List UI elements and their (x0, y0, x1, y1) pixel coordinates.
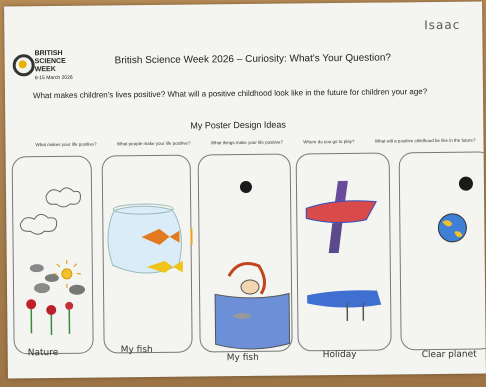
logo-line-2: SCIENCE (34, 57, 66, 66)
airplane-drawing (306, 181, 381, 322)
prompt-5: What will a positive childhood be like in the future? (374, 137, 476, 144)
crayon-drawings (4, 2, 486, 379)
fishtank-drawing (214, 181, 290, 350)
cloud-drawing (20, 188, 81, 235)
prompt-2: What people make your life positive? (116, 140, 191, 147)
worksheet-paper (4, 2, 486, 379)
poster-subtitle: My Poster Design Ideas (190, 119, 286, 131)
caption-holiday: Holiday (322, 349, 357, 361)
caption-my-fish-2: My fish (226, 352, 259, 364)
caption-my-fish-1: My fish (120, 344, 153, 356)
logo-line-3: WEEK (34, 65, 56, 74)
worksheet-title: British Science Week 2026 – Curiosity: What's Your Question? (114, 52, 391, 67)
prompt-1: What makes your life positive? (35, 141, 97, 148)
fishbowl-drawing (108, 204, 192, 274)
logo-line-1: BRITISH (34, 49, 63, 58)
logo-dates: 6-15 March 2026 (34, 74, 73, 82)
prompt-3: What things make your life positive? (210, 139, 283, 146)
main-question: What makes children's lives positive? What will a positive childhood look like in the future for children your age? (32, 87, 428, 101)
sun-drawing (53, 260, 81, 288)
caption-clear-planet: Clear planet (421, 349, 477, 361)
student-name: Isaac (424, 17, 461, 33)
caption-nature: Nature (27, 347, 59, 359)
planet-drawing (438, 177, 474, 242)
prompt-4: Where do you go to play? (303, 138, 355, 145)
